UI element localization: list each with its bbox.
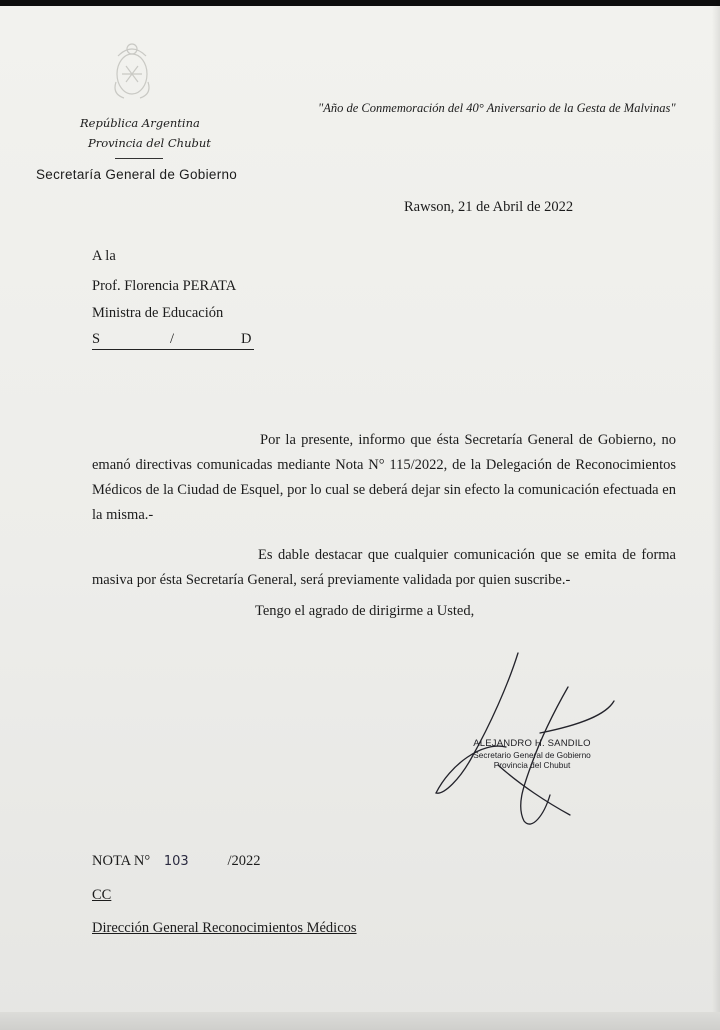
header-divider — [115, 158, 163, 159]
country-heading: República Argentina — [80, 116, 200, 130]
recipient-name: Prof. Florencia PERATA — [92, 278, 237, 294]
su-despacho-line — [92, 331, 254, 350]
date-line: Rawson, 21 de Abril de 2022 — [404, 199, 574, 215]
cc-recipient: Dirección General Reconocimientos Médicos — [92, 920, 357, 936]
official-stamp — [462, 739, 602, 771]
bottom-edge — [0, 1012, 720, 1030]
commemorative-motto: "Año de Conmemoración del 40° Aniversario de la Gesta de Malvinas" — [318, 101, 676, 115]
office-heading: Secretaría General de Gobierno — [36, 167, 238, 182]
province-heading: Provincia del Chubut — [88, 136, 211, 150]
sd-slash: / — [170, 331, 175, 347]
signatory-province: Provincia del Chubut — [493, 760, 571, 770]
signatory-title: Secretario General de Gobierno — [473, 749, 591, 760]
top-edge — [0, 0, 720, 6]
note-label: NOTA N° — [92, 853, 151, 869]
note-number-line — [92, 853, 261, 870]
paper-edge-shadow — [712, 0, 720, 1030]
closing-line: Tengo el agrado de dirigirme a Usted, — [255, 603, 475, 619]
recipient-role: Ministra de Educación — [92, 305, 224, 321]
recipient-prefix: A la — [92, 248, 116, 264]
coat-of-arms-seal-icon — [110, 38, 154, 104]
body-paragraph-2: Es dable destacar que cualquier comunicación que se emita de forma masiva por ésta Secretaría General, será previamente validada por quien suscribe.- — [92, 547, 676, 588]
body-paragraph-1: Por la presente, informo que ésta Secretaría General de Gobierno, no emanó directivas comunicadas mediante Nota N° 115/2022, de la Delegación de Reconocimientos Médicos de la Ciudad de Esquel, por lo cual se deberá dejar sin efecto la comunicación efectuada en la misma.- — [92, 432, 676, 523]
note-number: 103 — [163, 854, 189, 869]
signatory-name: ALEJANDRO H. SANDILO — [473, 738, 591, 749]
sd-s: S — [92, 331, 101, 347]
cc-label: CC — [92, 887, 112, 903]
note-year: /2022 — [227, 853, 261, 869]
sd-d: D — [241, 331, 252, 347]
